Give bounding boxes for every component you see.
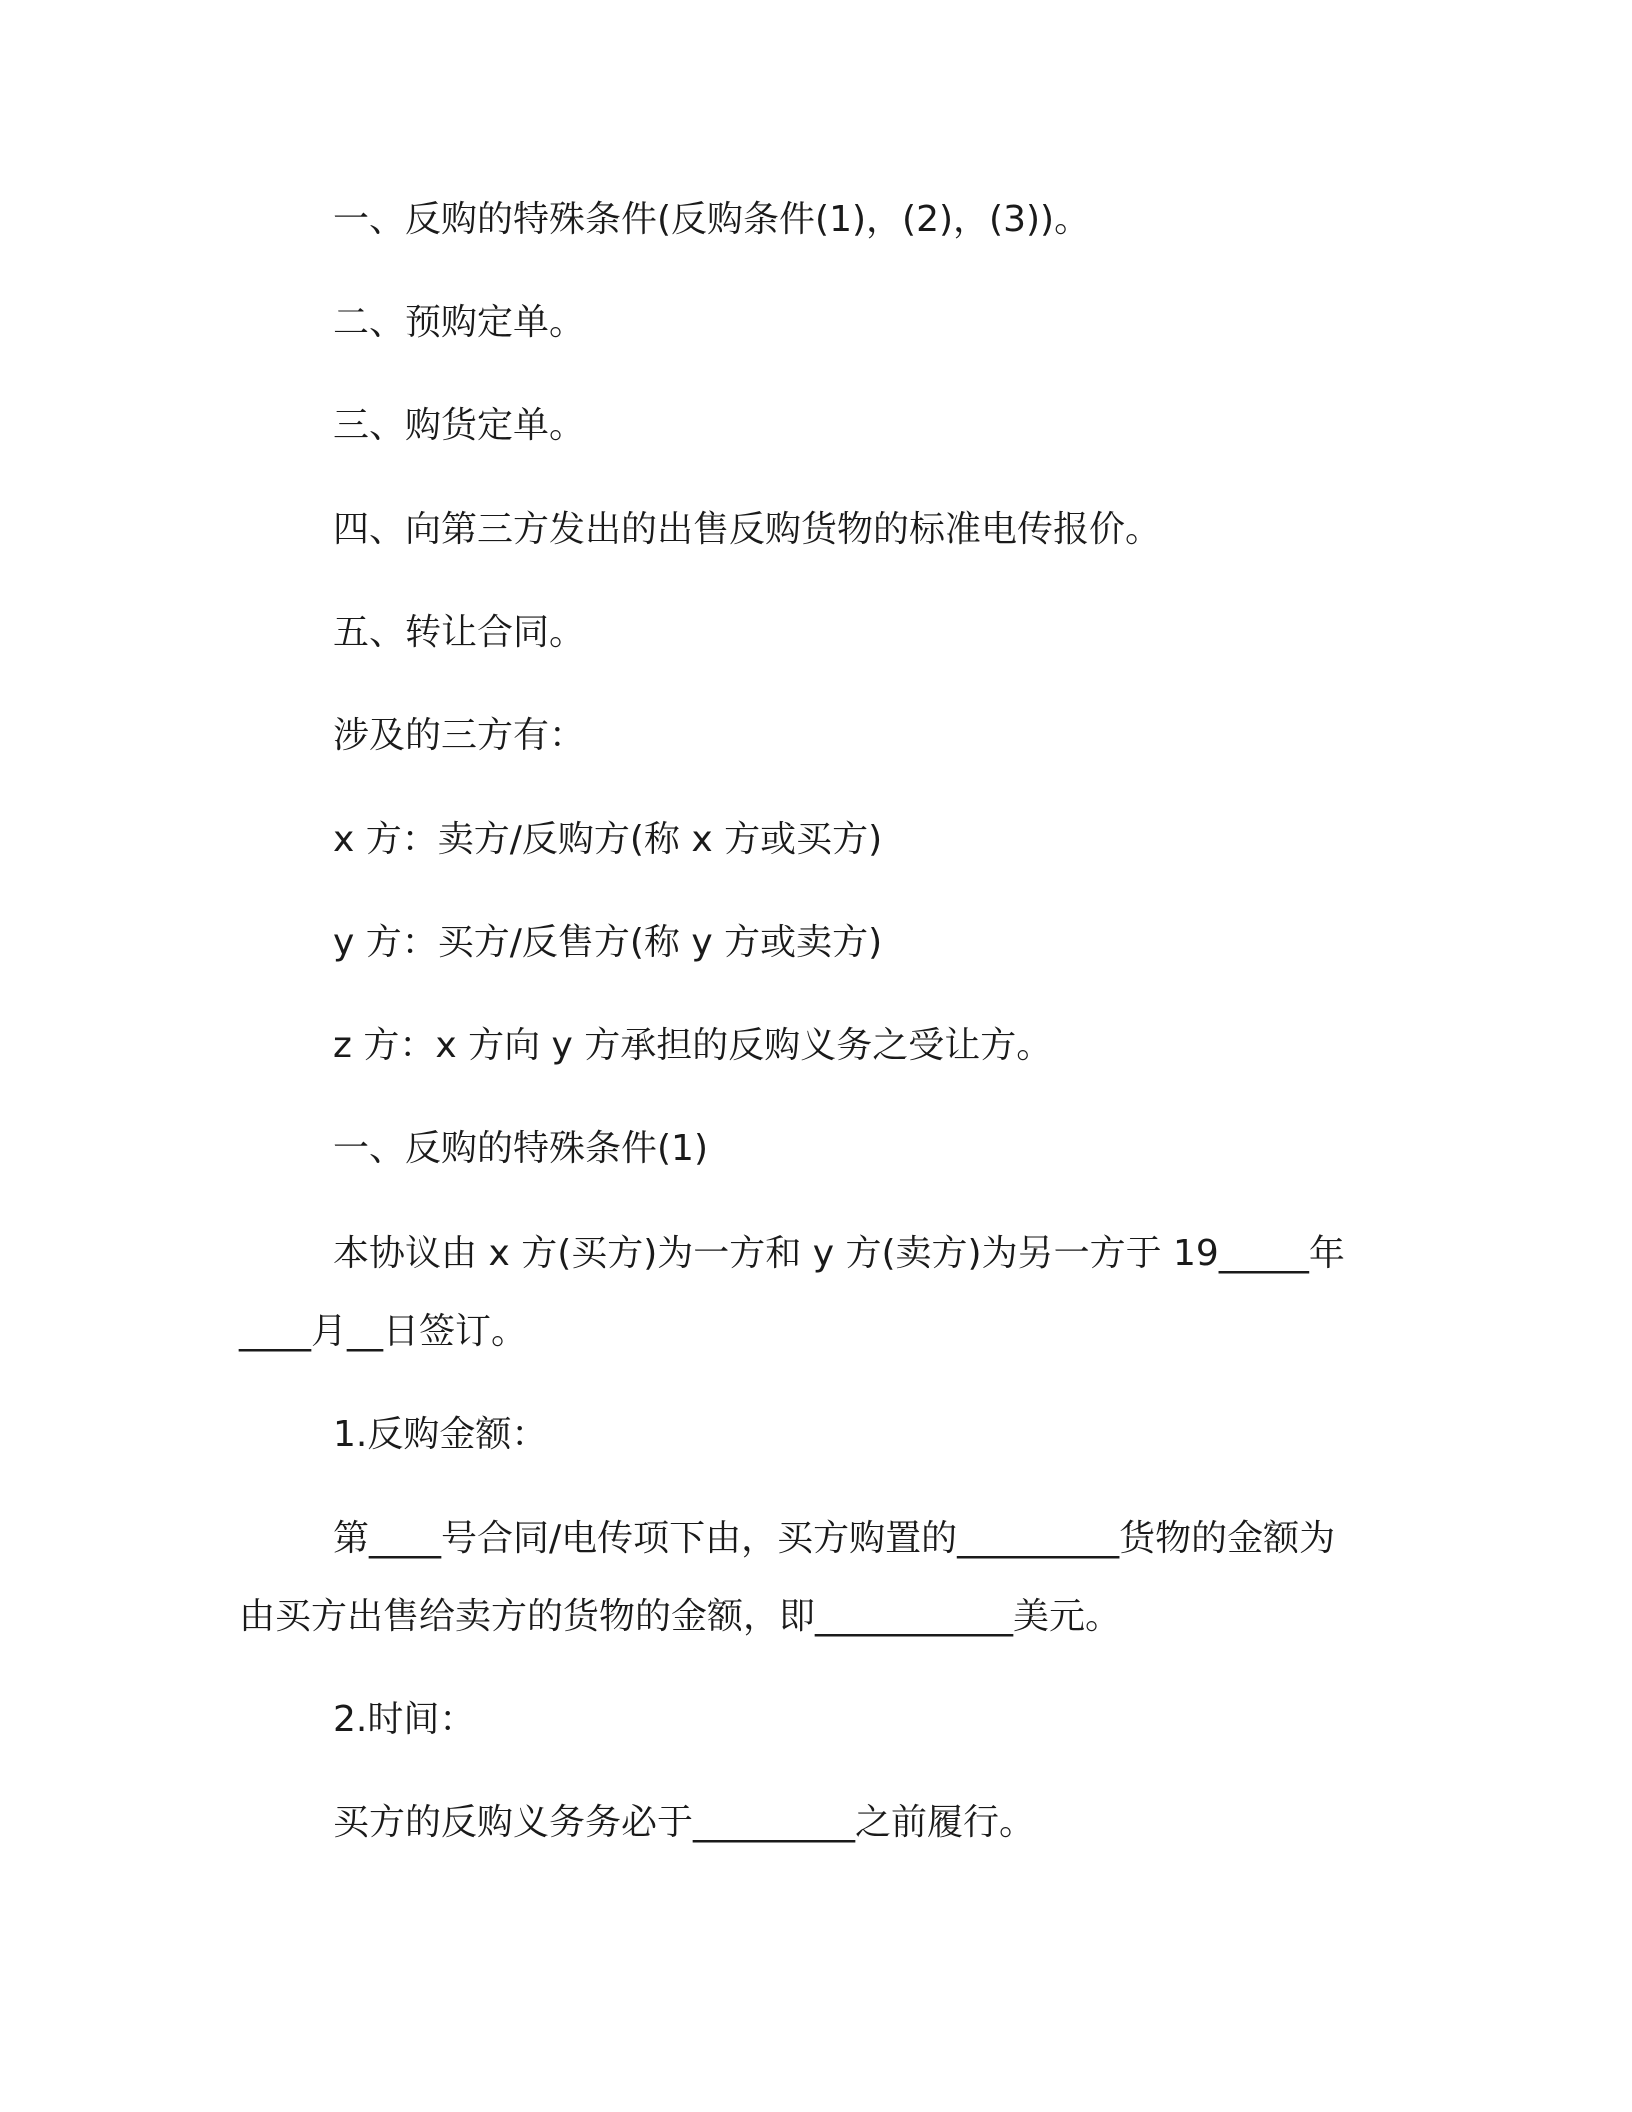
section-heading: 一、反购的特殊条件(1) — [333, 1128, 708, 1169]
agreement-paragraph-line-2: ____月__日签订。 — [239, 1311, 528, 1352]
clause-2-heading: 2.时间： — [333, 1699, 476, 1740]
party-x: x 方：卖方/反购方(称 x 方或买方) — [333, 819, 883, 860]
agreement-paragraph-line-1: 本协议由 x 方(买方)为一方和 y 方(卖方)为另一方于 19_____年 — [333, 1233, 1345, 1274]
clause-1-text-line-1: 第____号合同/电传项下由，买方购置的_________货物的金额为 — [333, 1518, 1336, 1559]
party-y: y 方：买方/反售方(称 y 方或卖方) — [333, 922, 883, 963]
attachment-item-5: 五、转让合同。 — [333, 612, 586, 653]
clause-1-heading: 1.反购金额： — [333, 1414, 548, 1455]
attachment-item-4: 四、向第三方发出的出售反购货物的标准电传报价。 — [333, 509, 1162, 550]
attachment-item-1: 一、反购的特殊条件(反购条件(1)，(2)，(3))。 — [333, 199, 1091, 240]
attachment-item-2: 二、预购定单。 — [333, 302, 586, 343]
party-z: z 方：x 方向 y 方承担的反购义务之受让方。 — [333, 1025, 1053, 1066]
clause-1-text-line-2: 由买方出售给卖方的货物的金额，即___________美元。 — [239, 1596, 1122, 1637]
attachment-item-3: 三、购货定单。 — [333, 405, 586, 446]
clause-2-text: 买方的反购义务务必于_________之前履行。 — [333, 1802, 1036, 1843]
parties-heading: 涉及的三方有： — [333, 715, 586, 756]
